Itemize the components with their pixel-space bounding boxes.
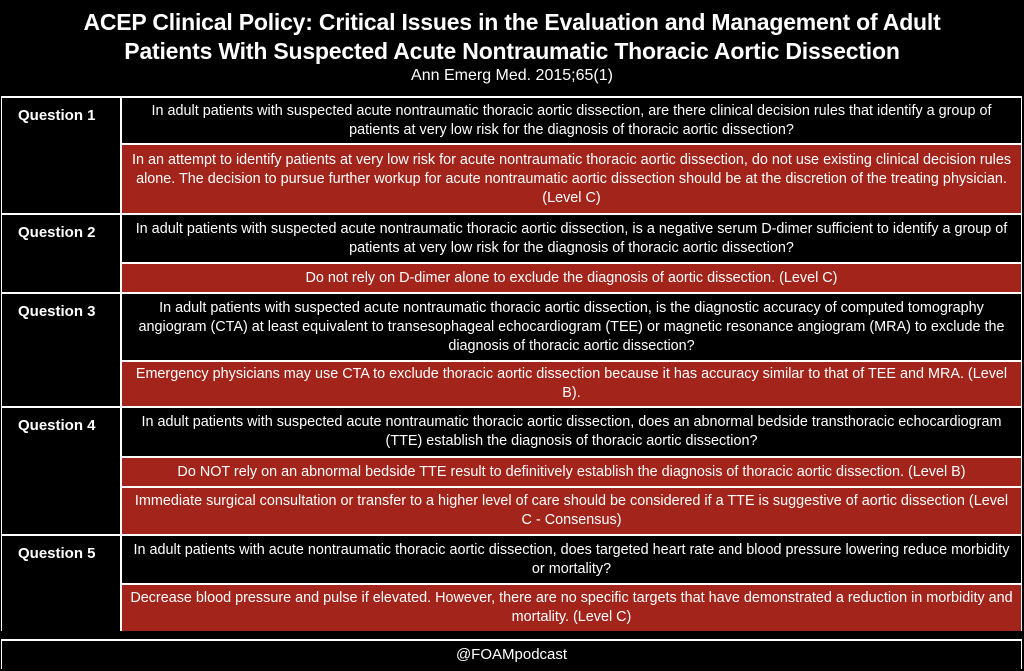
question-content [122, 408, 1022, 534]
question-label: Question 4 [1, 408, 122, 534]
question-label: Question 3 [1, 294, 122, 406]
question-text: In adult patients with suspected acute nontraumatic thoracic aortic dissection, is a negative serum D-dimer sufficient to identify a group of patients at very low risk for the diagnosis of thoracic aortic dissection? [122, 215, 1021, 262]
question-row-5 [1, 534, 1022, 631]
title-line-2: Patients With Suspected Acute Nontraumatic Thoracic Aortic Dissection [124, 38, 900, 64]
slide-title [17, 8, 1007, 66]
recommendation: Do not rely on D-dimer alone to exclude the diagnosis of aortic dissection. (Level C) [122, 262, 1021, 292]
question-row-2 [1, 213, 1022, 292]
title-line-1: ACEP Clinical Policy: Critical Issues in the Evaluation and Management of Adult [83, 9, 941, 35]
recommendation: Emergency physicians may use CTA to exclude thoracic aortic dissection because it has accuracy similar to that of TEE and MRA. (Level B). [122, 360, 1021, 406]
question-content [122, 215, 1022, 292]
question-content [122, 294, 1022, 406]
recommendation: Decrease blood pressure and pulse if elevated. However, there are no specific targets that have demonstrated a reduction in morbidity and mortality. (Level C) [122, 583, 1021, 631]
questions-table [1, 96, 1022, 631]
footer-handle: @FOAMpodcast [1, 639, 1022, 669]
question-content [122, 98, 1022, 213]
question-label: Question 1 [1, 98, 122, 213]
question-content [122, 536, 1022, 631]
question-label: Question 5 [1, 536, 122, 631]
question-row-3 [1, 292, 1022, 406]
question-text: In adult patients with acute nontraumatic thoracic aortic dissection, does targeted heart rate and blood pressure lowering reduce morbidity or mortality? [122, 536, 1021, 583]
recommendation: Immediate surgical consultation or transfer to a higher level of care should be considered if a TTE is suggestive of aortic dissection (Level C - Consensus) [122, 486, 1021, 534]
recommendation: In an attempt to identify patients at very low risk for acute nontraumatic thoracic aortic dissection, do not use existing clinical decision rules alone. The decision to pursue further workup for acute nontraumatic aortic dissection should be at the discretion of the treating physician. (Level C) [122, 143, 1021, 213]
slide-header [0, 0, 1024, 96]
question-text: In adult patients with suspected acute nontraumatic thoracic aortic dissection, is the diagnostic accuracy of computed tomography angiogram (CTA) at least equivalent to transesophageal echocardiogram (TEE) or magnetic resonance angiogram (MRA) to exclude the diagnosis of thoracic aortic dissection? [122, 294, 1021, 360]
question-text: In adult patients with suspected acute nontraumatic thoracic aortic dissection, does an abnormal bedside transthoracic echocardiogram (TTE) establish the diagnosis of thoracic aortic dissection? [122, 408, 1021, 456]
question-row-1 [1, 96, 1022, 213]
recommendation: Do NOT rely on an abnormal bedside TTE result to definitively establish the diagnosis of thoracic aortic dissection. (Level B) [122, 456, 1021, 486]
question-label: Question 2 [1, 215, 122, 292]
question-text: In adult patients with suspected acute nontraumatic thoracic aortic dissection, are there clinical decision rules that identify a group of patients at very low risk for the diagnosis of thoracic aortic dissection? [122, 98, 1021, 143]
question-row-4 [1, 406, 1022, 534]
citation: Ann Emerg Med. 2015;65(1) [411, 67, 613, 84]
